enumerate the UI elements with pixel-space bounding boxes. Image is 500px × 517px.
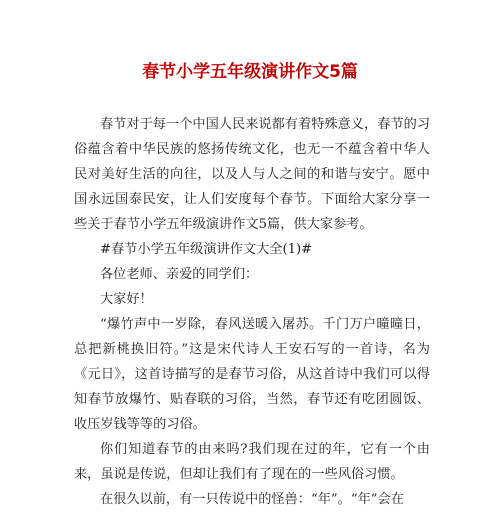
paragraph-origin: 你们知道春节的由来吗?我们现在过的年，它有一个由来，虽说是传说，但却让我们有了现在的一些风俗习惯。 — [74, 442, 430, 482]
paragraph-intro: 春节对于每一个中国人民来说都有着特殊意义，春节的习俗蕴含着中华民族的悠扬传统文化，也无一不蕴含着中华人民对美好生活的向往，以及人与人之间的和谐与安宁。愿中国永远国泰民安，让人们安度每个春节。下面给大家分享一些关于春节小学五年级演讲作文5篇，供大家参考。 — [74, 117, 430, 232]
paragraph-poem: “爆竹声中一岁除，春风送暖入屠苏。千门万户曈曈日，总把新桃换旧符。”这是宋代诗人王安石写的一首诗，名为《元日》，这首诗描写的是春节习俗，从这首诗中我们可以得知春节放爆竹、贴春联的习俗，当然，春节还有吃团圆饭、收压岁钱等等的习俗。 — [74, 317, 430, 432]
document-title: 春节小学五年级演讲作文5篇 — [142, 62, 358, 82]
paragraph-hello: 大家好！ — [100, 292, 153, 307]
paragraph-legend: 在很久以前，有一只传说中的怪兽：“年”。“年”会在 — [100, 492, 404, 507]
document-body — [74, 112, 430, 512]
paragraph-greeting: 各位老师、亲爱的同学们： — [100, 267, 259, 282]
paragraph-section-heading: #春节小学五年级演讲作文大全(1)# — [100, 242, 313, 257]
